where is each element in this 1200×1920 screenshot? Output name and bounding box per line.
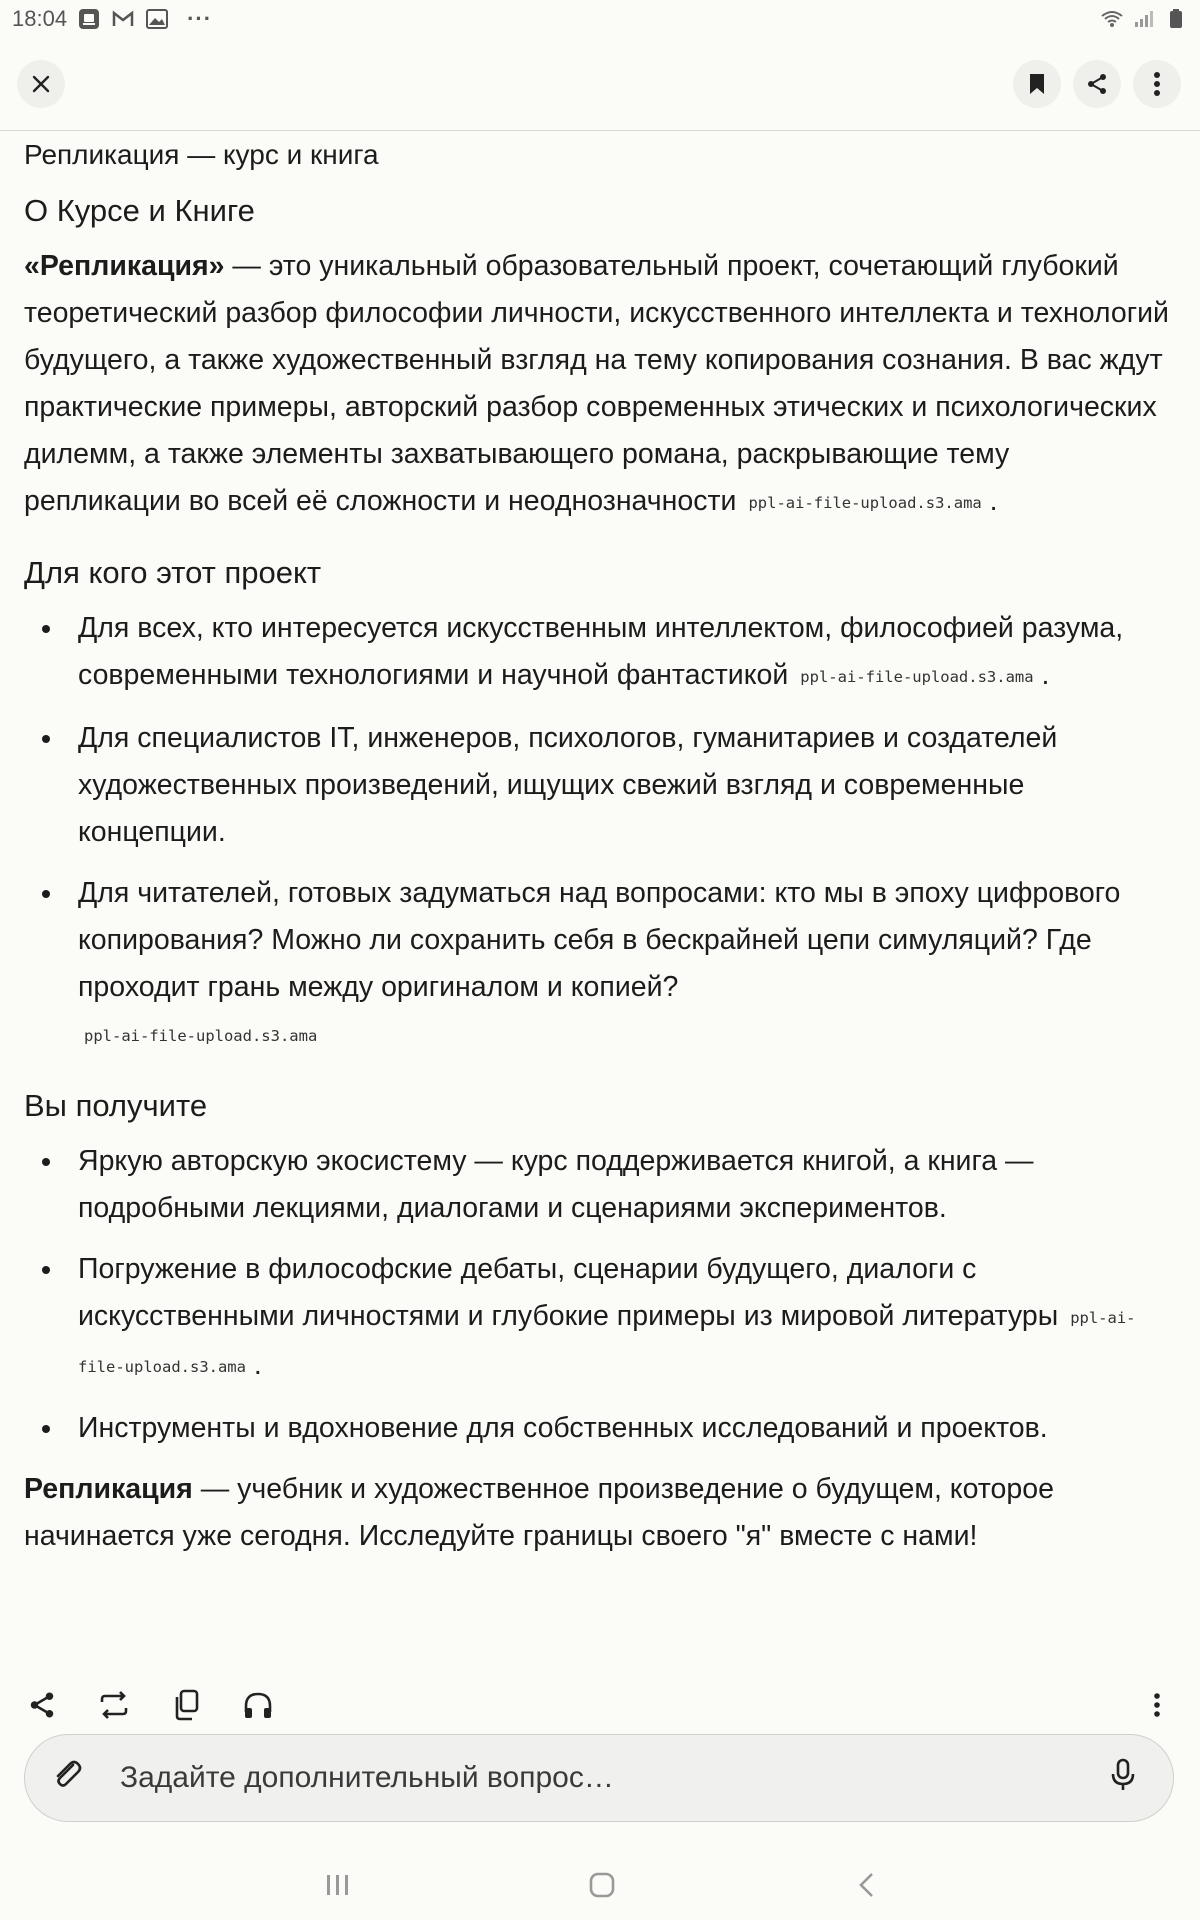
more-vert-icon xyxy=(1153,71,1161,97)
status-left xyxy=(12,6,212,32)
list-item xyxy=(24,715,1174,856)
closing-text: — учебник и художественное произведение о будущем, которое начинается уже сегодня. Исследуйте границы своего "я" вместе с нами! xyxy=(24,1473,1054,1552)
list-item xyxy=(24,605,1174,701)
answer-actions xyxy=(0,1685,1200,1741)
list-item-tail: . xyxy=(1033,659,1050,691)
list-item-text: Инструменты и вдохновение для собственных исследований и проектов. xyxy=(78,1412,1048,1444)
copy-button[interactable] xyxy=(166,1685,206,1725)
listen-button[interactable] xyxy=(238,1685,278,1725)
follow-up-placeholder: Задайте дополнительный вопрос… xyxy=(120,1761,614,1794)
benefits-list xyxy=(24,1138,1174,1452)
section-heading-about: О Курсе и Книге xyxy=(24,193,255,228)
close-icon xyxy=(31,74,51,94)
more-notifications-icon: ··· xyxy=(187,6,213,31)
section-heading-audience: Для кого этот проект xyxy=(24,555,322,590)
share-icon xyxy=(1085,72,1109,96)
list-item-text: Для читателей, готовых задуматься над вопросами: кто мы в эпоху цифрового копирования? Можно ли сохранить себя в бескрайней цепи симуляций? Где проходит грань между оригиналом и копией? xyxy=(78,877,1121,1003)
list-item xyxy=(24,1246,1174,1391)
gallery-icon xyxy=(145,8,169,30)
source-citation[interactable]: ppl-ai-file-upload.s3.ama xyxy=(78,1309,1136,1376)
gmail-icon xyxy=(111,8,135,30)
back-icon xyxy=(857,1872,875,1898)
attach-button[interactable] xyxy=(49,1757,89,1797)
about-tail: . xyxy=(981,485,998,517)
rewrite-button[interactable] xyxy=(94,1685,134,1725)
recents-icon xyxy=(325,1873,351,1897)
more-vert-icon xyxy=(1153,1692,1161,1718)
section-heading-benefits: Вы получите xyxy=(24,1088,208,1123)
list-item-text: Яркую авторскую экосистему — курс поддерживается книгой, а книга — подробными лекциями, диалогами и сценариями экспериментов. xyxy=(78,1145,1034,1224)
closing-paragraph xyxy=(24,1466,1174,1560)
home-button[interactable] xyxy=(582,1865,622,1905)
home-icon xyxy=(589,1872,615,1898)
list-item-text: Для всех, кто интересуется искусственным интеллектом, философией разума, современными технологиями и научной фантастикой xyxy=(78,612,1124,691)
answer-more-button[interactable] xyxy=(1137,1685,1177,1725)
list-item-tail: . xyxy=(245,1349,262,1381)
share-button[interactable] xyxy=(1073,60,1121,108)
about-bold-term: «Репликация» xyxy=(24,250,225,282)
wifi-icon xyxy=(1100,8,1124,30)
follow-up-input[interactable] xyxy=(24,1734,1174,1822)
list-item-text: Погружение в философские дебаты, сценарии будущего, диалоги с искусственными личностями и глубокие примеры из мировой литературы xyxy=(78,1253,1059,1332)
source-citation[interactable]: ppl-ai-file-upload.s3.ama xyxy=(800,668,1034,686)
about-text: — это уникальный образовательный проект, сочетающий глубокий теоретический разбор философии личности, искусственного интеллекта и технологий будущего, а также художественный взгляд на тему копирования сознания. В вас ждут практические примеры, авторский разбор современных этических и психологических дилемм, а также элементы захватывающего романа, раскрывающие тему репликации во всей её сложности и неоднозначности xyxy=(24,250,1169,517)
share-icon xyxy=(27,1690,57,1720)
source-citation[interactable]: ppl-ai-file-upload.s3.ama xyxy=(748,494,982,512)
voice-input-button[interactable] xyxy=(1109,1757,1149,1797)
copy-icon xyxy=(172,1689,200,1721)
status-time: 18:04 xyxy=(12,6,68,31)
bookmark-button[interactable] xyxy=(1013,60,1061,108)
article-content xyxy=(24,131,1174,1568)
recents-button[interactable] xyxy=(318,1865,358,1905)
page-title: Репликация — курс и книга xyxy=(24,139,379,170)
status-bar xyxy=(0,0,1200,38)
back-button[interactable] xyxy=(846,1865,886,1905)
signal-icon xyxy=(1132,8,1156,30)
repeat-icon xyxy=(98,1690,130,1720)
microphone-icon xyxy=(1109,1757,1137,1793)
app-notification-icon xyxy=(77,8,101,30)
more-options-button[interactable] xyxy=(1133,60,1181,108)
list-item-text: Для специалистов IT, инженеров, психологов, гуманитариев и создателей художественных произведений, ищущих свежий взгляд и современные концепции. xyxy=(78,722,1058,848)
system-nav-bar xyxy=(0,1855,1200,1910)
list-item xyxy=(24,1405,1174,1452)
headphones-icon xyxy=(242,1690,274,1720)
audience-list xyxy=(24,605,1174,1060)
top-app-bar xyxy=(0,50,1200,131)
about-paragraph xyxy=(24,243,1174,527)
source-citation[interactable]: ppl-ai-file-upload.s3.ama xyxy=(84,1027,318,1045)
battery-icon xyxy=(1164,8,1188,30)
list-item xyxy=(24,1138,1174,1232)
list-item xyxy=(24,870,1174,1060)
status-right xyxy=(1100,8,1188,30)
share-answer-button[interactable] xyxy=(22,1685,62,1725)
bookmark-icon xyxy=(1027,72,1047,96)
paperclip-icon xyxy=(49,1757,85,1793)
close-button[interactable] xyxy=(17,60,65,108)
closing-bold-term: Репликация xyxy=(24,1473,193,1505)
